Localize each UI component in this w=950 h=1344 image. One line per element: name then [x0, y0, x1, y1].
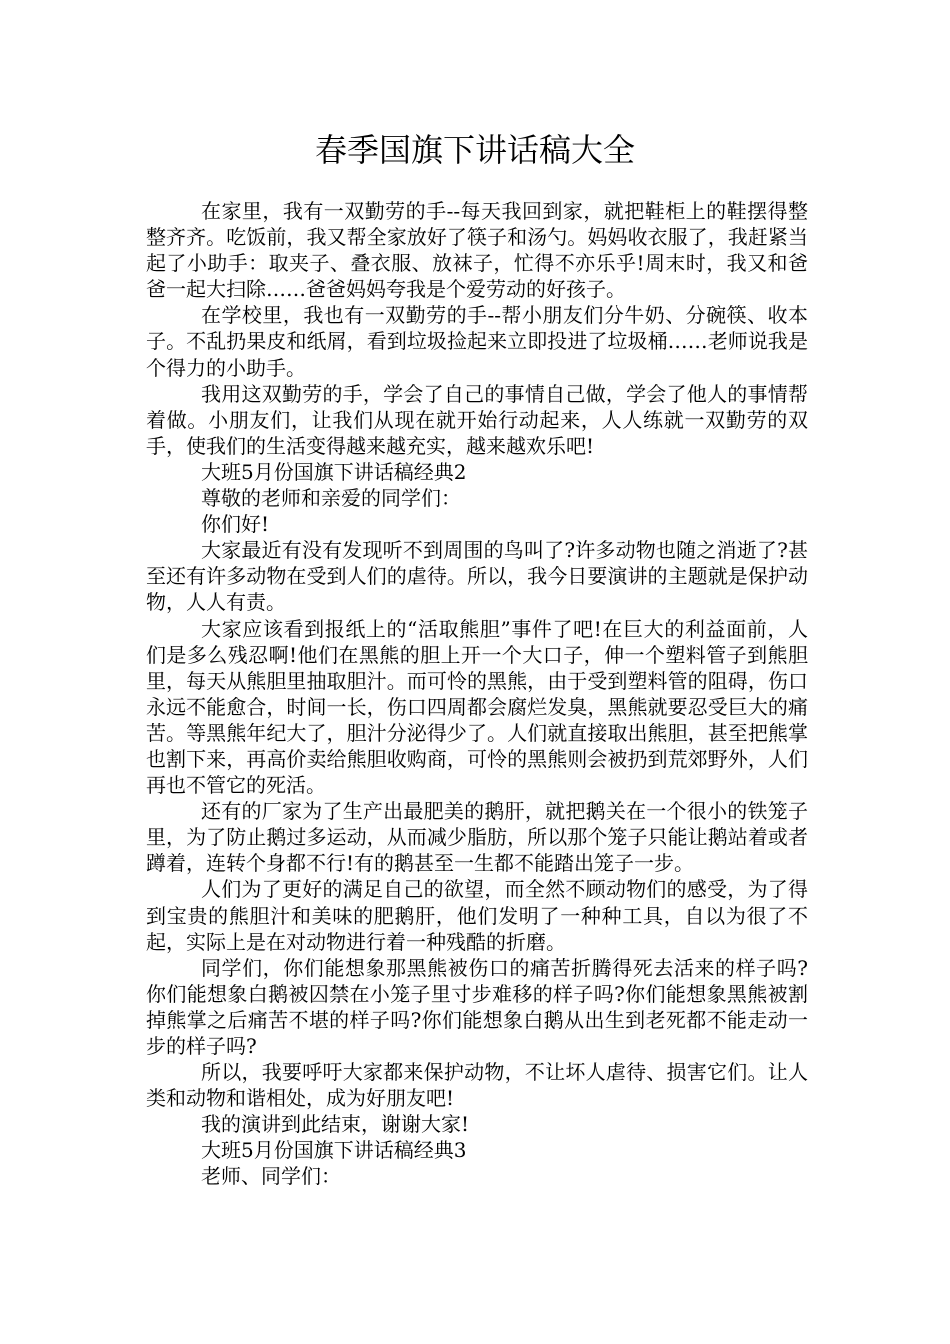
greeting: 你们好!: [201, 512, 270, 537]
paragraph: 大家最近有没有发现听不到周围的鸟叫了?许多动物也随之消逝了?甚至还有许多动物在受到人们的虐待。所以，我今日要演讲的主题就是保护动物，人人有责。: [146, 538, 808, 615]
paragraph: 人们为了更好的满足自己的欲望，而全然不顾动物们的感受，为了得到宝贵的熊胆汁和美味的肥鹅肝，他们发明了一种种工具，自以为很了不起，实际上是在对动物进行着一种残酷的折磨。: [146, 877, 808, 954]
salutation: 尊敬的老师和亲爱的同学们：: [201, 486, 461, 511]
paragraph: 大家应该看到报纸上的“活取熊胆”事件了吧!在巨大的利益面前，人们是多么残忍啊!他们在黑熊的胆上开一个大口子，伸一个塑料管子到熊胆里，每天从熊胆里抽取胆汁。而可怜的黑熊，由于受到塑料管的阻碍，伤口永远不能愈合，时间一长，伤口四周都会腐烂发臭，黑熊就要忍受巨大的痛苦。等黑熊年纪大了，胆汁分泌得少了。人们就直接取出熊胆，甚至把熊掌也割下来，再高价卖给熊胆收购商，可怜的黑熊则会被扔到荒郊野外，人们再也不管它的死活。: [146, 616, 808, 798]
paragraph: 同学们，你们能想象那黑熊被伤口的痛苦折腾得死去活来的样子吗?你们能想象白鹅被囚禁在小笼子里寸步难移的样子吗?你们能想象黑熊被割掉熊掌之后痛苦不堪的样子吗?你们能想象白鹅从出生到老死都不能走动一步的样子吗?: [146, 955, 808, 1058]
paragraph: 在家里，我有一双勤劳的手--每天我回到家，就把鞋柜上的鞋摆得整整齐齐。吃饭前，我又帮全家放好了筷子和汤勺。妈妈收衣服了，我赶紧当起了小助手：取夹子、叠衣服、放袜子，忙得不亦乐乎!周末时，我又和爸爸一起大扫除……爸爸妈妈夸我是个爱劳动的好孩子。: [146, 199, 808, 302]
paragraph: 在学校里，我也有一双勤劳的手--帮小朋友们分牛奶、分碗筷、收本子。不乱扔果皮和纸屑，看到垃圾捡起来立即投进了垃圾桶……老师说我是个得力的小助手。: [146, 303, 808, 380]
closing: 我的演讲到此结束，谢谢大家!: [201, 1112, 470, 1137]
document-body: [146, 198, 808, 1190]
document-title: 春季国旗下讲话稿大全: [314, 131, 635, 169]
paragraph: 我用这双勤劳的手，学会了自己的事情自己做，学会了他人的事情帮着做。小朋友们，让我们从现在就开始行动起来，人人练就一双勤劳的双手，使我们的生活变得越来越充实，越来越欢乐吧!: [146, 381, 808, 458]
section-heading: 大班5月份国旗下讲话稿经典3: [201, 1138, 467, 1163]
paragraph: 还有的厂家为了生产出最肥美的鹅肝，就把鹅关在一个很小的铁笼子里，为了防止鹅过多运动，从而减少脂肪，所以那个笼子只能让鹅站着或者蹲着，连转个身都不行!有的鹅甚至一生都不能踏出笼子一步。: [146, 799, 808, 876]
paragraph: 所以，我要呼吁大家都来保护动物，不让坏人虐待、损害它们。让人类和动物和谐相处，成为好朋友吧!: [146, 1060, 808, 1111]
section-heading: 大班5月份国旗下讲话稿经典2: [201, 459, 467, 484]
salutation: 老师、同学们：: [201, 1164, 341, 1189]
